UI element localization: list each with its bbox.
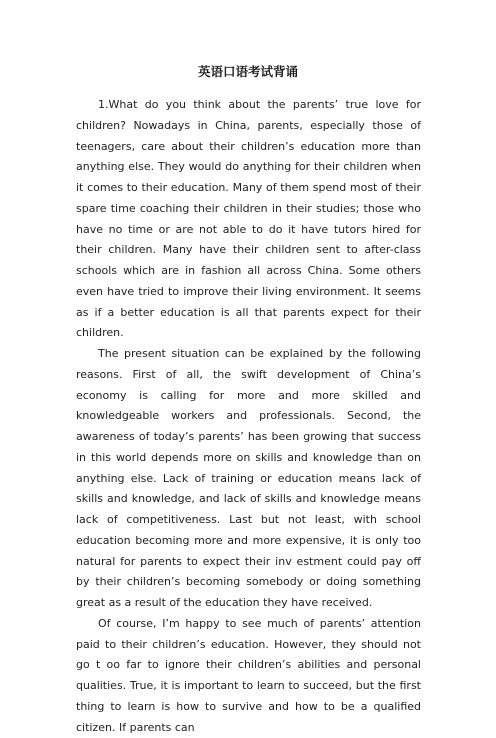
paragraph: 1.What do you think about the parents’ true love for children? Nowadays in China, parents, especially those of teenagers, care about their children’s education more than anything else. They would do anything for their children when it comes to their education. Many of them spend most of their spare time coaching their children in their studies; those who have no time or are not able to do it have tutors hired for their children. Many have their children sent to after-class schools which are in fashion all across China. Some others even have tried to improve their living environment. It seems as if a better education is all that parents expect for their children. [76,98,421,340]
paragraph: The present situation can be explained by the following reasons. First of all, the swift development of China’s economy is calling for more and more skilled and knowledgeable workers and professionals. Second, the awareness of today’s parents’ has been growing that success in this world depends more on skills and knowledge than on anything else. Lack of training or education means lack of skills and knowledge, and lack of skills and knowledge means lack of competitiveness. Last but not least, with school education becoming more and more expensive, it is only too natural for parents to expect their inv estment could pay off by their children’s becoming somebody or doing something great as a result of the education they have received. [76,347,421,609]
paragraph: Of course, I’m happy to see much of parents’ attention paid to their children’s education. However, they should not go t oo far to ignore their children’s abilities and personal qualities. True, it is important to learn to succeed, but the first thing to learn is how to survive and how to be a qualified citizen. If parents can [76,616,421,734]
document-body [76,95,421,738]
document-title: 英语口语考试背诵 [197,64,298,79]
